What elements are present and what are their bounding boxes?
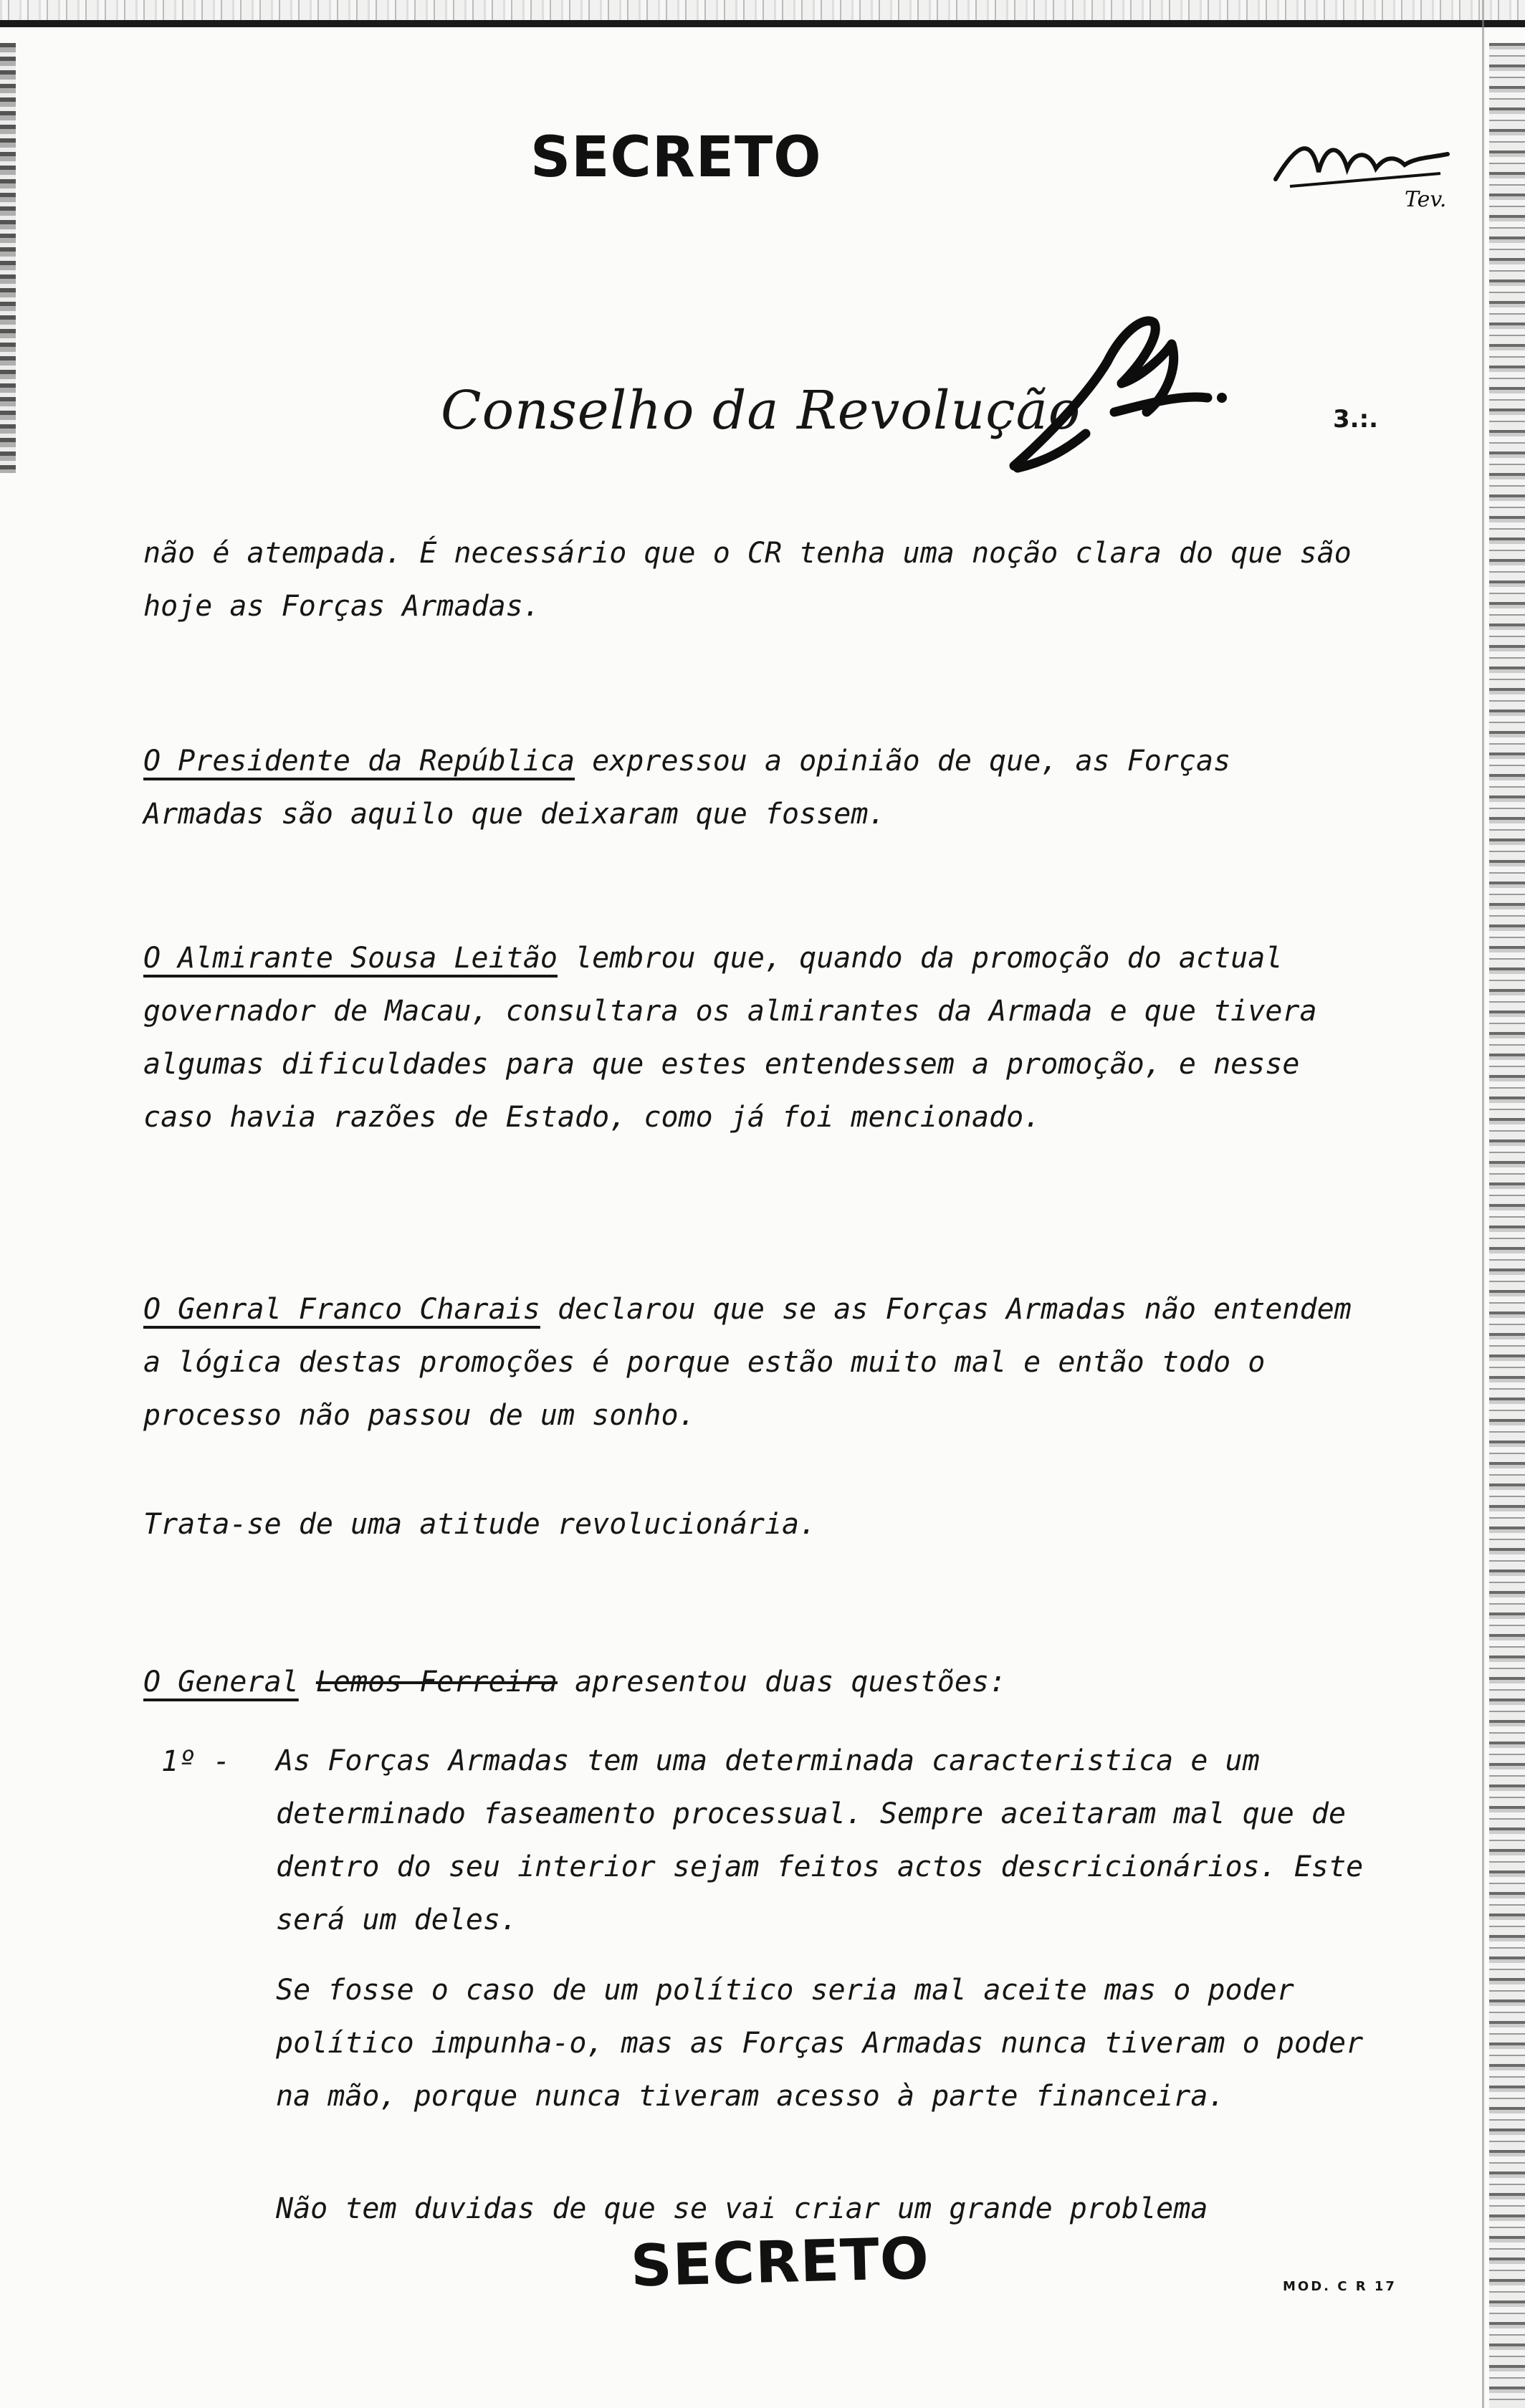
- handwritten-signature-initials: [1268, 129, 1455, 215]
- list-item-paragraph-3: Não tem duvidas de que se vai criar um grande problema: [276, 2192, 1208, 2225]
- speaker-general: O General: [143, 1666, 299, 1698]
- paragraph-6-text: apresentou duas questões:: [558, 1666, 1007, 1698]
- list-item-text: As Forças Armadas tem uma determinada caracteristica e um determinado faseamento processual. Sempre aceitaram mal que de dentro do seu interior sejam feitos actos descricionários. Este será um deles.: [276, 1744, 1381, 1936]
- paragraph-2: [143, 735, 1362, 841]
- fold-line: [1482, 0, 1484, 2408]
- top-border-rule: [0, 20, 1525, 27]
- classification-stamp-top: SECRETO: [530, 125, 822, 190]
- scan-edge-right: [1489, 43, 1525, 2408]
- paragraph-2-text: expressou a opinião de que, as Forças Armadas são aquilo que deixaram que fossem.: [143, 745, 1248, 831]
- paragraph-3-text: lembrou que, quando da promoção do actual governador de Macau, consultara os almirantes da Armada e que tivera algumas dificuldades para que estes entendessem a promoção, e nesse caso havia razões de Estado, como já foi mencionado.: [143, 942, 1334, 1134]
- speaker-presidente: O Presidente da República: [143, 745, 575, 778]
- list-item-number: 1º -: [161, 1745, 231, 1778]
- paragraph-4: [143, 1283, 1369, 1442]
- list-item-paragraph-2: Se fosse o caso de um político seria mal aceite mas o poder político impunha-o, mas as Forças Armadas nunca tiveram o poder na mão, porque nunca tiveram acesso à parte financeira.: [276, 1974, 1381, 2113]
- page-number: 3.:.: [1333, 405, 1379, 434]
- scan-noise-top: [0, 0, 1525, 20]
- letterhead-title: Conselho da Revolução: [441, 380, 1081, 441]
- handwritten-signature-mark: [1000, 305, 1236, 477]
- classification-stamp-bottom: SECRETO: [629, 2225, 930, 2300]
- paragraph-3: [143, 932, 1362, 1144]
- signature-initials-text: Tev.: [1405, 187, 1447, 212]
- paragraph-6: [143, 1656, 1362, 1709]
- paragraph-4-text: declarou que se as Forças Armadas não entendem a lógica destas promoções é porque estão muito mal e então todo o processo não passou de um sonho.: [143, 1293, 1369, 1432]
- struck-name: Lemos Ferreira: [315, 1666, 558, 1698]
- paragraph-5: Trata-se de uma atitude revolucionária.: [143, 1508, 817, 1541]
- scan-edge-left: [0, 43, 16, 473]
- form-code: MOD. C R 17: [1283, 2279, 1397, 2294]
- speaker-almirante: O Almirante Sousa Leitão: [143, 942, 558, 975]
- speaker-genral-charais: O Genral Franco Charais: [143, 1293, 540, 1326]
- paragraph-1: não é atempada. É necessário que o CR tenha uma noção clara do que são hoje as Forças Armadas.: [143, 537, 1369, 623]
